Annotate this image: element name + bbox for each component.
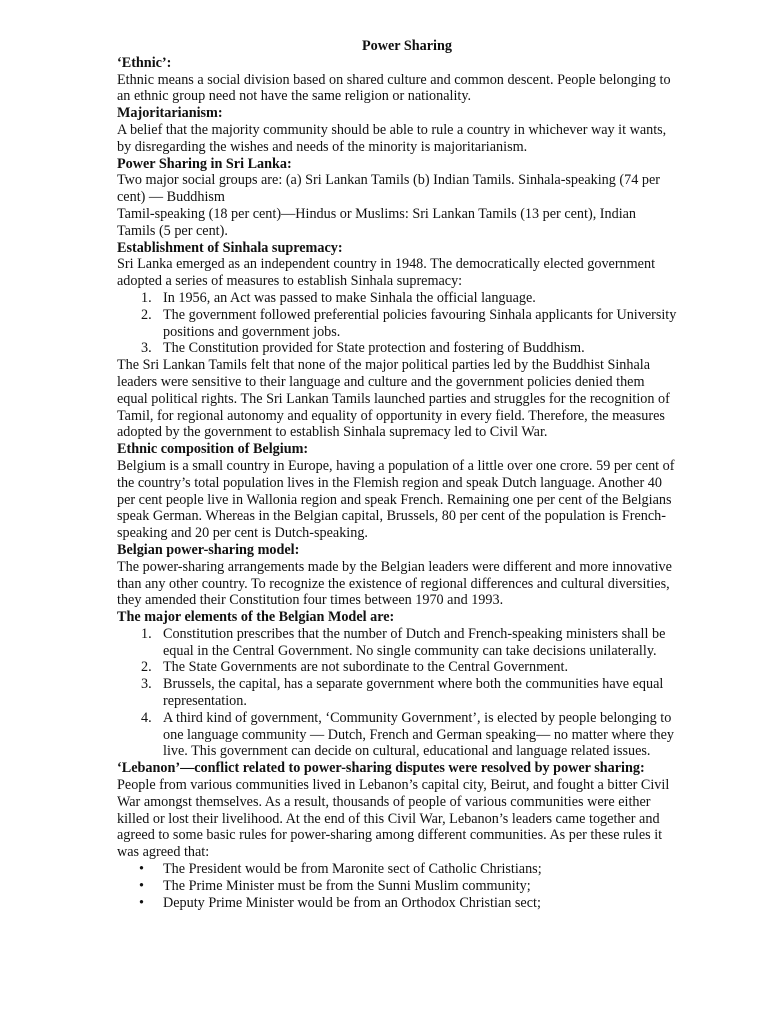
list-item [117,861,677,878]
paragraph-sinhala-outcome: The Sri Lankan Tamils felt that none of the major political parties led by the Buddhist Sinhala leaders were sensitive to their language and culture and the government policies denied them equal political rights. The Sri Lankan Tamils launched parties and struggles for the recognition of Tamil, for regional autonomy and equality of opportunity in every field. Therefore, the measures adopted by the government to establish Sinhala supremacy led to Civil War. [117,357,670,441]
paragraph-sri-lanka-tamil: Tamil-speaking (18 per cent)—Hindus or Muslims: Sri Lankan Tamils (13 per cent), Indian Tamils (5 per cent). [117,205,637,239]
paragraph-lebanon: People from various communities lived in Lebanon’s capital city, Beirut, and fought a bitter Civil War amongst themselves. As a result, thousands of people of various communities were either killed or lost their livelihood. At the end of this Civil War, Lebanon’s leaders came together and agreed to some basic rules for power-sharing among different communities. As per these rules it was agreed that: [117,777,670,861]
paragraph-sri-lanka-groups: Two major social groups are: (a) Sri Lankan Tamils (b) Indian Tamils. Sinhala-speaking (74 per cent) — Buddhism [117,172,660,206]
paragraph-ethnic: Ethnic means a social division based on shared culture and common descent. People belonging to an ethnic group need not have the same religion or nationality. [117,71,671,105]
sinhala-measures-list [117,290,677,357]
list-item [117,895,677,912]
bullet-icon: • [139,861,144,878]
heading-belgium-composition: Ethnic composition of Belgium: [117,441,309,458]
belgian-elements-list [117,626,677,760]
list-item-text: The Prime Minister must be from the Sunni Muslim community; [163,877,531,894]
list-number: 2. [141,659,152,676]
list-item [117,626,677,660]
paragraph-majoritarianism: A belief that the majority community should be able to rule a country in whichever way it wants, by disregarding the wishes and needs of the minority is majoritarianism. [117,121,667,155]
paragraph-sinhala-intro: Sri Lanka emerged as an independent country in 1948. The democratically elected government adopted a series of measures to establish Sinhala supremacy: [117,256,656,290]
heading-belgian-model: Belgian power-sharing model: [117,541,300,558]
list-number: 1. [141,289,152,306]
list-item-text: In 1956, an Act was passed to make Sinhala the official language. [163,289,536,306]
list-item [117,878,677,895]
heading-belgian-model-elements: The major elements of the Belgian Model are: [117,609,395,626]
list-item [117,290,677,307]
list-item-text: A third kind of government, ‘Community Government’, is elected by people belonging to one language community — Dutch, French and German speaking— no matter where they live. This government can decide on cultural, educational and language related issues. [163,709,674,760]
document-page [117,38,677,911]
list-item-text: The State Governments are not subordinate to the Central Government. [163,659,569,676]
list-item-text: The government followed preferential policies favouring Sinhala applicants for University positions and government jobs. [163,306,677,340]
heading-lebanon: ‘Lebanon’—conflict related to power-sharing disputes were resolved by power sharing: [117,760,645,777]
heading-ethnic: ‘Ethnic’: [117,54,172,71]
list-item [117,307,677,341]
heading-power-sharing-sri-lanka: Power Sharing in Sri Lanka: [117,155,292,172]
list-item-text: The President would be from Maronite sect of Catholic Christians; [163,861,542,878]
paragraph-belgian-model: The power-sharing arrangements made by the Belgian leaders were different and more innovative than any other country. To recognize the existence of regional differences and cultural diversities, they amended their Constitution four times between 1970 and 1993. [117,558,672,609]
bullet-icon: • [139,894,144,911]
list-item-text: Deputy Prime Minister would be from an Orthodox Christian sect; [163,894,541,911]
list-item [117,340,677,357]
heading-majoritarianism: Majoritarianism: [117,105,223,122]
list-item-text: Constitution prescribes that the number of Dutch and French-speaking ministers shall be equal in the Central Government. No single community can take decisions unilaterally. [163,625,666,659]
list-item-text: The Constitution provided for State protection and fostering of Buddhism. [163,340,585,357]
list-number: 3. [141,676,152,693]
paragraph-belgium-composition: Belgium is a small country in Europe, having a population of a little over one crore. 59 per cent of the country’s total population lives in the Flemish region and speak Dutch language. Another 40 per cent people live in Wallonia region and speak French. Remaining one per cent of the Belgians speak German. Whereas in the Belgian capital, Brussels, 80 per cent of the population is French-speaking and 20 per cent is Dutch-speaking. [117,457,675,542]
lebanon-rules-list [117,861,677,911]
list-item [117,659,677,676]
bullet-icon: • [139,877,144,894]
list-item [117,710,677,760]
list-number: 3. [141,340,152,357]
list-number: 4. [141,709,152,726]
list-number: 1. [141,625,152,642]
list-number: 2. [141,306,152,323]
list-item [117,676,677,710]
list-item-text: Brussels, the capital, has a separate government where both the communities have equal representation. [163,676,664,710]
heading-sinhala-supremacy: Establishment of Sinhala supremacy: [117,239,343,256]
document-title: Power Sharing [362,38,452,54]
